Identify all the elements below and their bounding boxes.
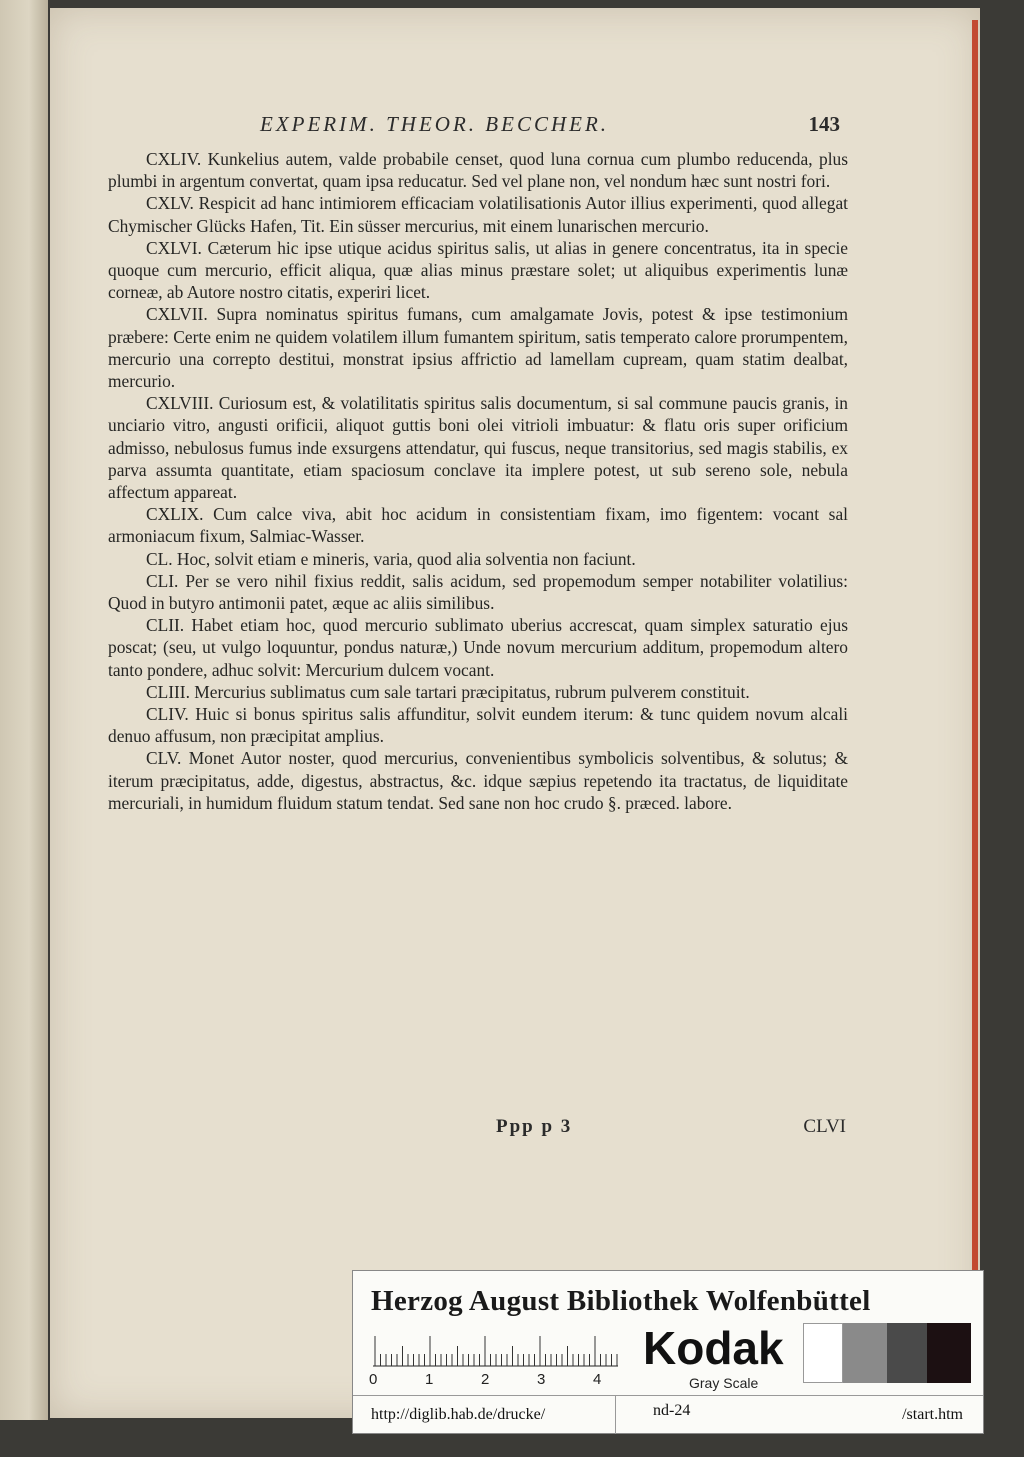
paragraph-cliii: CLIII. Mercurius sublimatus cum sale tartari præcipitatus, rubrum pulverem constituit. bbox=[146, 681, 750, 702]
ruler-number: 4 bbox=[593, 1371, 602, 1388]
page-header bbox=[260, 112, 840, 142]
catchword: CLVI bbox=[803, 1116, 846, 1137]
paragraph-cxlvii: CXLVII. Supra nominatus spiritus fumans, cum amalgamate Jovis, potest & ipse testimonium præbere: Certe enim ne quidem volatilem illum fumantem spiritum, satis temperato calore prorumpentem, mercurio una correpto destitui, monstrat ipsius affrictio ad lamellam cupream, quam statim dealbat, mercurio. bbox=[108, 304, 848, 392]
page-red-edge bbox=[972, 20, 978, 1410]
paragraph-cli: CLI. Per se vero nihil fixius reddit, salis acidum, sed propemodum semper notabiliter volatilius: Quod in butyro antimonii patet, æque ac aliis similibus. bbox=[108, 570, 848, 614]
ruler-number: 2 bbox=[481, 1371, 490, 1388]
gray-scale-label: Gray Scale bbox=[689, 1375, 759, 1391]
paragraph-cl: CL. Hoc, solvit etiam e mineris, varia, quod alia solventia non faciunt. bbox=[146, 548, 636, 569]
swatch-white bbox=[803, 1323, 843, 1383]
running-head: EXPERIM. THEOR. BECCHER. bbox=[260, 112, 610, 136]
library-label-card bbox=[352, 1270, 984, 1434]
paragraph-cliv: CLIV. Huic si bonus spiritus salis affunditur, solvit eundem iterum: & tunc quidem novum alcali denuo affusum, non præcipitat amplius. bbox=[108, 704, 848, 747]
ruler-number: 3 bbox=[537, 1371, 546, 1388]
paragraph-clv: CLV. Monet Autor noster, quod mercurius, convenientibus symbolicis solventibus, & solutus; & iterum præcipitatus, adde, digestus, abstractus, &c. idque sæpius repetendo ita tractatus, de liquiditate mercuriali, in humidum fluidum statum tendat. Sed sane non hoc crudo §. præced. labore. bbox=[108, 748, 848, 813]
paragraph-cxlvi: CXLVI. Cæterum hic ipse utique acidus spiritus salis, ut alias in genere concentratus, ita in specie quoque cum mercurio, efficit aliqua, quæ alias minus præstare solet; ut aliquibus experimentis lunæ corneæ, ab Autore nostro citatis, experiri licet. bbox=[108, 237, 848, 303]
library-name: Herzog August Bibliothek Wolfenbüttel bbox=[371, 1285, 871, 1317]
gray-scale-swatches bbox=[803, 1323, 971, 1383]
paragraph-clii: CLII. Habet etiam hoc, quod mercurio sublimato uberius accrescat, quam simplex saturatio ejus poscat; (seu, ut vulgo loquuntur, pondus naturæ,) Unde novum mercurium additum, propemodum altero tanto pondere, adhuc solvit: Mercurium dulcem vocant. bbox=[108, 615, 848, 680]
ruler-number: 1 bbox=[425, 1371, 434, 1388]
paragraph-cxlviii: CXLVIII. Curiosum est, & volatilitatis spiritus salis documentum, si sal commune paucis granis, in unciario vitro, angusti orificii, aliquot guttis boni olei vitrioli imbuatur: & flatu oris super orificium admisso, nebulosus fumus inde exsurgens attendatur, qui fuscus, neque transitorius, sed magis stabilis, ex parva assumta quantitate, etiam spaciosum conclave ita implere potest, ut sub sereno sole, nebula affectum appareat. bbox=[108, 393, 848, 503]
divider bbox=[615, 1396, 616, 1434]
card-footer bbox=[353, 1395, 983, 1434]
paragraph-cxlv: CXLV. Respicit ad hanc intimiorem efficaciam volatilisationis Autor illius experimenti, quod allegat Chymischer Glücks Hafen, Tit. Ein süsser mercurius, mit einem lunarischen mercurio. bbox=[108, 193, 848, 236]
swatch-black bbox=[927, 1323, 971, 1383]
ruler-number: 0 bbox=[369, 1371, 378, 1388]
signature-mark: Ppp p 3 bbox=[496, 1116, 573, 1137]
facing-page-edge bbox=[0, 0, 48, 1420]
ruler-scale bbox=[373, 1333, 618, 1367]
page-number: 143 bbox=[808, 112, 840, 136]
paragraph-cxliv: CXLIV. Kunkelius autem, valde probabile censet, quod luna cornua cum plumbo reducenda, plus plumbi in argentum convertat, quam ipsa reducatur. Sed vel plane non, vel nondum hæc sunt nostri fori. bbox=[108, 149, 848, 192]
paragraph-cxlix: CXLIX. Cum calce viva, abit hoc acidum in consistentiam fixam, imo figentem: vocant sal armoniacum fixum, Salmiac-Wasser. bbox=[108, 504, 848, 547]
swatch-mid-gray bbox=[843, 1323, 887, 1383]
shelfmark: nd-24 bbox=[653, 1402, 691, 1419]
body-text bbox=[108, 148, 848, 814]
swatch-dark-gray bbox=[887, 1323, 927, 1383]
start-path: /start.htm bbox=[902, 1406, 963, 1423]
digital-library-url: http://diglib.hab.de/drucke/ bbox=[371, 1406, 546, 1423]
kodak-logo: Kodak bbox=[643, 1322, 784, 1374]
page-footer bbox=[496, 1116, 846, 1144]
